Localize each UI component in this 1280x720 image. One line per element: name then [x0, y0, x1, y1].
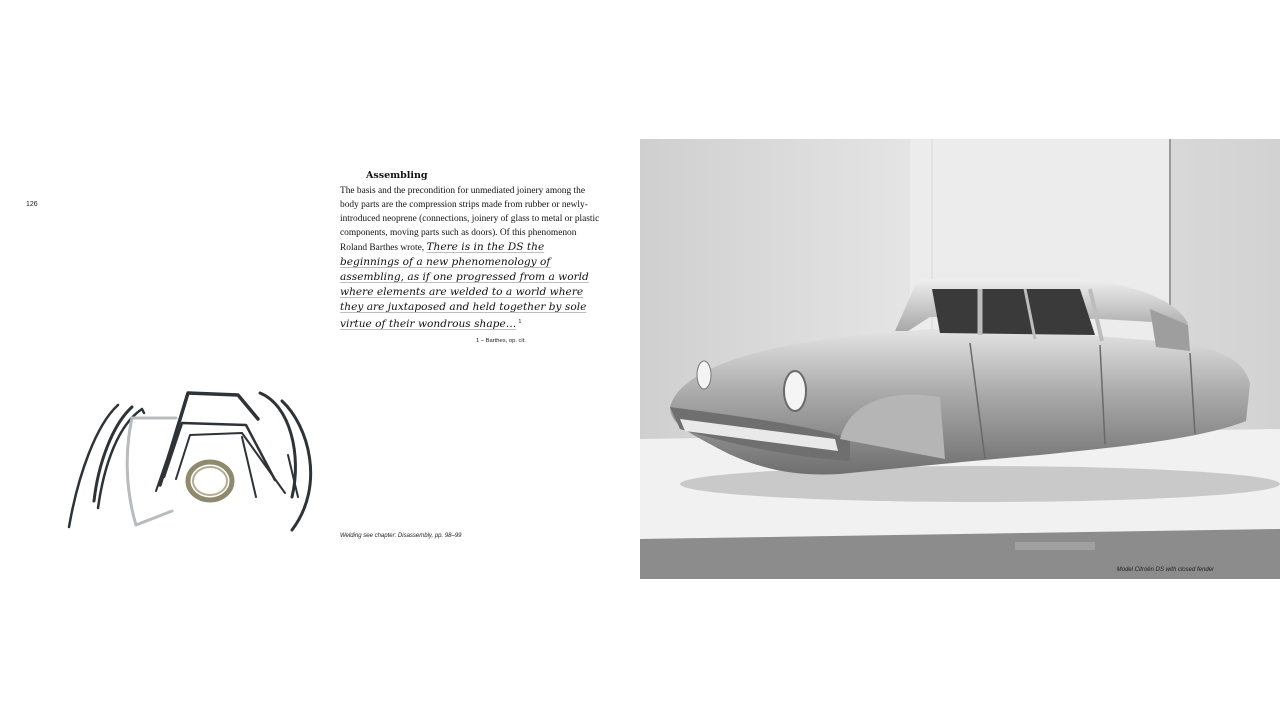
car-model-photo	[640, 139, 1280, 579]
barthes-quote: There is in the DS the beginnings of a new phenomenology of assembling, as if one progressed from a world where elements are welded to a world where they are juxtaposed and held together by sole virtue of their wondrous shape…	[340, 241, 589, 331]
footnote-reference: 1	[518, 319, 522, 325]
strip-silver	[127, 418, 176, 525]
strip-left-3	[98, 409, 144, 508]
strip-outer-left	[69, 405, 118, 527]
left-caption: Welding see chapter: Disassembly, pp. 98–99	[340, 533, 462, 539]
body-text	[340, 184, 602, 332]
text-block	[340, 170, 602, 332]
section-heading: Assembling	[366, 170, 428, 181]
compression-strips-illustration	[60, 385, 335, 543]
footnote: 1 – Barthes, op. cit.	[476, 338, 526, 344]
right-caption: Model Citroën DS with closed fender	[1116, 567, 1214, 573]
page-number: 126	[26, 201, 38, 208]
strip-door-frame-rear	[164, 423, 275, 480]
body-paragraph: The basis and the precondition for unmediated joinery among the body parts are the compression strips made from rubber or newly-introduced neoprene (connections, joinery of glass to metal or plastic components, moving parts such as doors). Of this phenomenon Roland Barthes wrote,	[340, 186, 600, 253]
